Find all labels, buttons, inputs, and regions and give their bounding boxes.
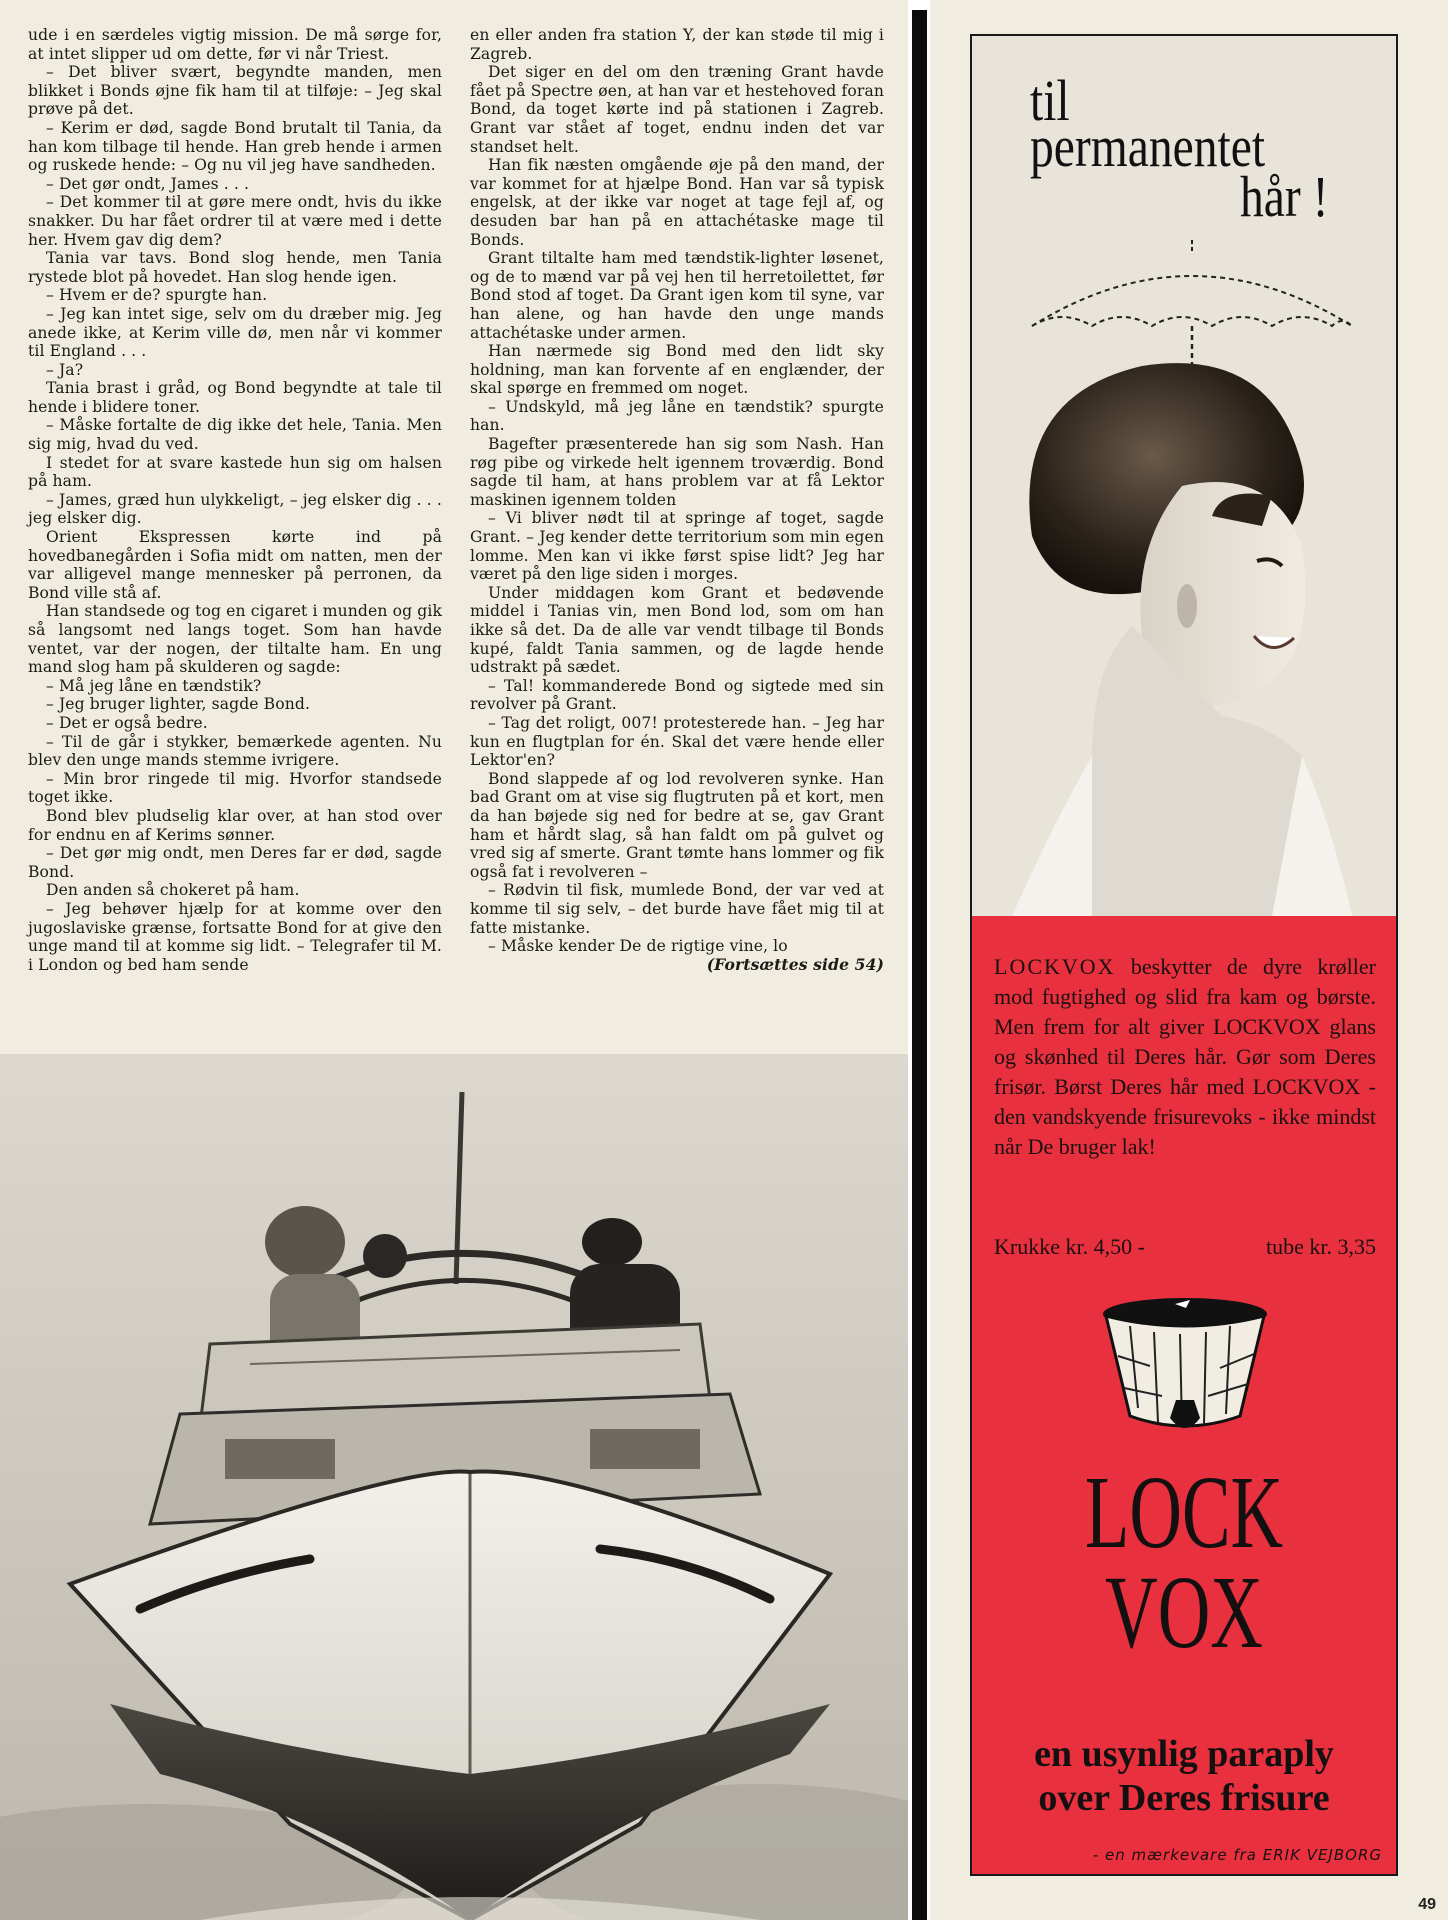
tagline-line-2: over Deres frisure [1038,1777,1330,1819]
paragraph: – Kerim er død, sagde Bond brutalt til Tania, da han kom tilbage til hende. Han greb hende i armen og ruskede hende: – Og nu vil jeg have sandheden. [28,118,442,175]
paragraph: Bond slappede af og lod revolveren synke. Han bad Grant om at vise sig flugtruten på et kort, men da han bøjede sig ned for bedre at se, gav Grant ham et hårdt slag, så han faldt om på gulvet og vred sig af smerte. Grant tømte hans lommer og fik også fat i revolveren – [470,769,884,881]
ad-copy-brand: LOCKVOX [994,954,1116,979]
tagline-line-1: en usynlig paraply [1034,1733,1334,1775]
paragraph: – Ja? [46,360,84,379]
paragraph: Bagefter præsenterede han sig som Nash. Han røg pibe og virkede helt igennem troværdig. Bond sagde til ham, at hans problem var at få Lektor maskinen igennem tolden [470,435,884,509]
paragraph: – Jeg behøver hjælp for at komme over den jugoslaviske grænse, fortsatte Bond for at give den unge mand til at komme sig lidt. – Telegrafer til M. i London og bed ham sende [28,899,442,974]
ad-copy-text: beskytter de dyre krøller mod fugtighed og slid fra kam og børste. Men frem for alt giver LOCKVOX glans og skønhed til Deres hår. Gør som Deres frisør. Børst Deres hår med LOCKVOX - den vandskyende frisurevoks - ikke mindst når De bruger lak! [994,954,1377,1159]
page-number: 49 [1418,1896,1436,1913]
logo-line-2: VOX [1105,1555,1263,1670]
paragraph: Han standsede og tog en cigaret i munden og gik så langsomt ned langs toget. Som han havde ventet, var der nogen, der tiltalte ham. En ung mand slog ham på skulderen og sagde: [28,602,442,677]
paragraph: – Til de går i stykker, bemærkede agenten. Nu blev den unge mands stemme ivrigere. [28,732,442,770]
wax-jar-icon [1090,1296,1280,1446]
paragraph: – Tag det roligt, 007! protesterede han. – Jeg har kun en flugtplan for én. Skal det være hende eller Lektor'en? [470,713,884,770]
paragraph: – Måske fortalte de dig ikke det hele, Tania. Men sig mig, hvad du ved. [28,416,442,454]
headline-line-2: permanentet [1030,114,1266,179]
paragraph: Bond blev pludselig klar over, at han stod over for endnu en af Kerims sønner. [28,806,442,844]
paragraph: – Min bror ringede til mig. Hvorfor standsede toget ikke. [28,769,442,807]
article-column-right [470,26,884,974]
paragraph: Han fik næsten omgående øje på den mand, der var kommet for at hjælpe Bond. Han var så typisk engelsk, at der ikke var noget at tage fejl af, og desuden bar han på en attachétaske mage til Bonds. [470,156,884,249]
paragraph: – Undskyld, må jeg låne en tændstik? spurgte han. [470,397,884,435]
paragraph: Han nærmede sig Bond med den lidt sky holdning, man kan forvente af en englænder, der skal spørge en fremmed om noget. [470,342,884,398]
price-jar: Krukke kr. 4,50 - [994,1234,1145,1259]
logo-line-1: LOCK [1084,1455,1284,1570]
lockvox-advertisement [970,34,1398,1876]
paragraph: – Det kommer til at gøre mere ondt, hvis du ikke snakker. Du har fået ordrer til at være med i dette her. Hvem gav dig dem? [28,193,442,249]
paragraph: – Det gør mig ondt, men Deres far er død, sagde Bond. [28,844,442,881]
continued-note: (Fortsættes side 54) [706,954,884,974]
paragraph: – Må jeg låne en tændstik? [46,676,262,695]
headline-line-1: til [1030,68,1070,133]
paragraph: – Rødvin til fisk, mumlede Bond, der var ved at komme til sig selv, – det burde have fået mig til at fatte mistanke. [470,881,884,937]
paragraph: – Måske kender De de rigtige vine, lo [488,937,788,956]
paragraph: Tania brast i gråd, og Bond begyndte at tale til hende i blidere toner. [28,379,442,416]
paragraph: – Det er også bedre. [46,713,208,732]
paragraph: Orient Ekspressen kørte ind på hovedbanegården i Sofia midt om natten, men der var alligevel mange mennesker på perronen, da Bond ville stå af. [28,528,442,602]
paragraph: – James, græd hun ulykkeligt, – jeg elsker dig . . . jeg elsker dig. [28,490,442,528]
page-edge-bar [912,10,927,1920]
paragraph: Det siger en del om den træning Grant havde fået på Spectre øen, at han var et hestehoved foran Bond, da toget kørte ind på stationen i Zagreb. Grant var stået af toget, endnu inden det var standset helt. [470,63,884,156]
ad-red-panel [972,916,1396,1874]
paragraph: Den anden så chokeret på ham. [46,881,300,900]
ad-body-copy [994,952,1376,1162]
speedboat-photo [0,1054,908,1920]
article-column-left [28,26,442,974]
paragraph: – Vi bliver nødt til at springe af toget, sagde Grant. – Jeg kender dette territorium som min egen lomme. Men kan vi ikke først spise lidt? Jeg har været på den lige siden i morges. [470,509,884,584]
paragraph: – Det gør ondt, James . . . [46,174,250,193]
ad-photo-panel [972,36,1396,916]
paragraph: en eller anden fra station Y, der kan støde til mig i Zagreb. [470,26,884,63]
paragraph: – Hvem er de? spurgte han. [46,286,268,305]
paragraph: – Jeg bruger lighter, sagde Bond. [46,695,310,714]
paragraph: – Jeg kan intet sige, selv om du dræber mig. Jeg anede ikke, at Kerim ville dø, men når vi kommer til England . . . [28,304,442,361]
paragraph: Grant tiltalte ham med tændstik-lighter løsenet, og de to mænd var på vej hen til herretoilettet, før Bond stod af toget. Da Grant igen kom til syne, var han alene, og han havde den unge mands attachétaske under armen. [470,249,884,342]
paragraph: ude i en særdeles vigtig mission. De må sørge for, at intet slipper ud om dette, før vi når Triest. [28,26,442,63]
paragraph: – Tal! kommanderede Bond og sigtede med sin revolver på Grant. [470,676,884,714]
ad-maker-credit: - en mærkevare fra ERIK VEJBORG [1092,1846,1382,1864]
ad-price-line [994,1234,1376,1260]
price-tube: tube kr. 3,35 [1266,1234,1376,1259]
paragraph: I stedet for at svare kastede hun sig om halsen på ham. [28,453,442,491]
paragraph: Under middagen kom Grant et bedøvende middel i Tanias vin, men Bond lod, som om han ikke så det. Da de alle var vendt tilbage til Bonds kupé, faldt Tania sammen, og de lagde hende udstrakt på sædet. [470,583,884,677]
headline-line-3: hår ! [1240,164,1329,229]
woman-portrait [972,286,1396,916]
paragraph: – Det bliver svært, begyndte manden, men blikket i Bonds øjne fik ham til at tilføje: – Jeg skal prøve på det. [28,63,442,119]
paragraph: Tania var tavs. Bond slog hende, men Tania rystede blot på hovedet. Han slog hende igen. [28,249,442,286]
